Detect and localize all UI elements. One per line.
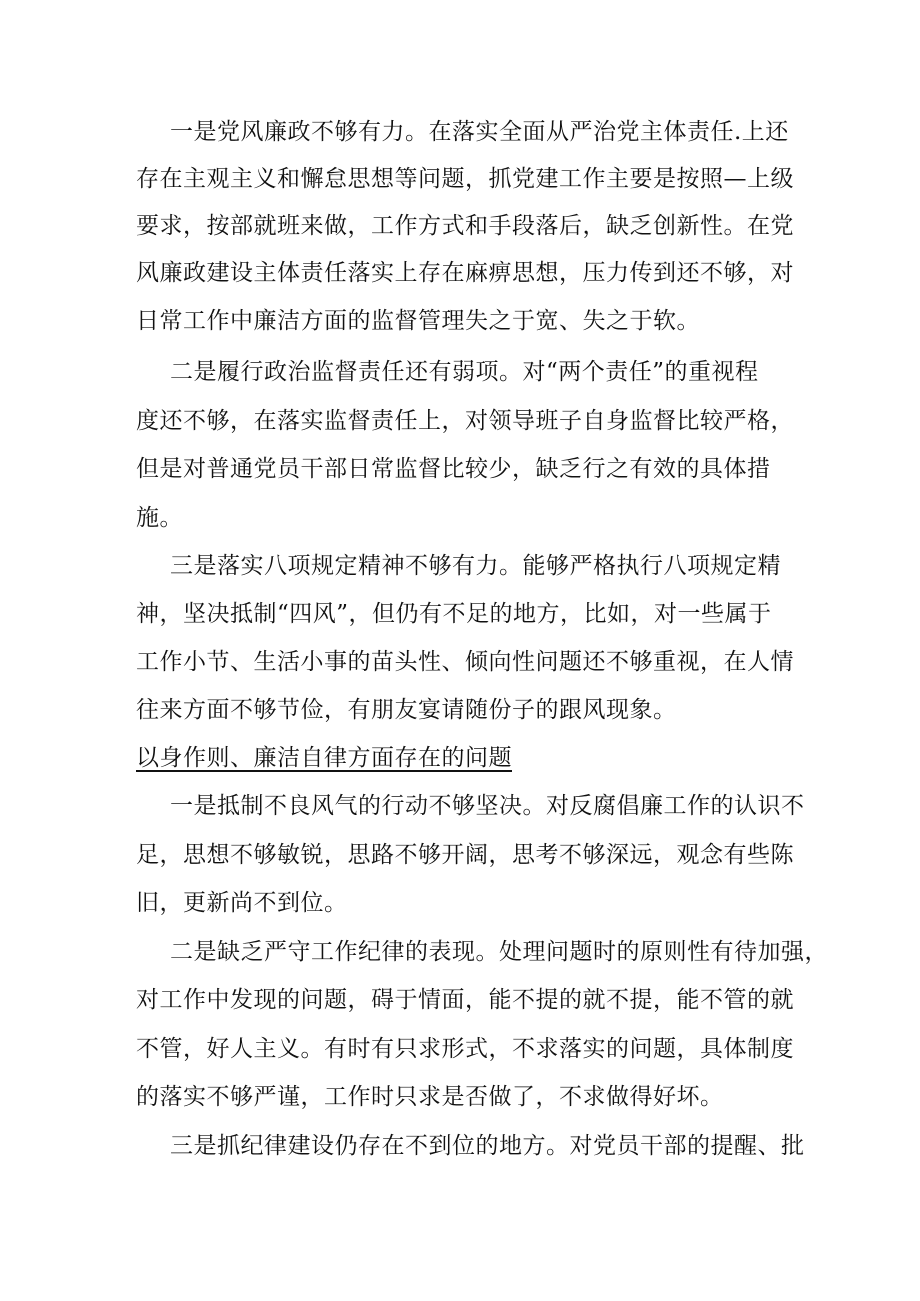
paragraph-1-line-4: 风廉政建设主体责任落实上存在麻痹思想，压力传到还不够，对 bbox=[136, 260, 794, 286]
paragraph-3-line-3: 工作小节、生活小事的苗头性、倾向性问题还不够重视，在人情 bbox=[136, 649, 794, 675]
paragraph-2-line-1: 二是履行政治监督责任还有弱项。对“两个责任”的重视程 bbox=[170, 359, 759, 385]
paragraph-1-line-2: 存在主观主义和懈怠思想等问题，抓党建工作主要是按照—上级 bbox=[136, 166, 794, 192]
paragraph-4-line-1: 一是抵制不良风气的行动不够坚决。对反腐倡廉工作的认识不 bbox=[170, 793, 805, 819]
paragraph-5-line-3: 不管，好人主义。有时有只求形式，不求落实的问题，具体制度 bbox=[136, 1036, 794, 1062]
paragraph-1-line-5: 日常工作中廉洁方面的监督管理失之于宽、失之于软。 bbox=[136, 308, 700, 334]
paragraph-3-line-4: 往来方面不够节俭，有朋友宴请随份子的跟风现象。 bbox=[136, 697, 677, 723]
paragraph-2-line-4: 施。 bbox=[136, 505, 183, 531]
paragraph-6-line-1: 三是抓纪律建设仍存在不到位的地方。对党员干部的提醒、批 bbox=[170, 1133, 805, 1159]
paragraph-1-line-1: 一是党风廉政不够有力。在落实全面从严治党主体责任.上还 bbox=[170, 119, 789, 145]
paragraph-2-line-2: 度还不够，在落实监督责任上，对领导班子自身监督比较严格， bbox=[136, 408, 794, 434]
paragraph-4-line-3: 旧，更新尚不到位。 bbox=[136, 890, 348, 916]
paragraph-5-line-1: 二是缺乏严守工作纪律的表现。处理问题时的原则性有待加强， bbox=[170, 939, 828, 965]
paragraph-5-line-4: 的落实不够严谨，工作时只求是否做了，不求做得好坏。 bbox=[136, 1084, 724, 1110]
paragraph-1-line-3: 要求，按部就班来做，工作方式和手段落后，缺乏创新性。在党 bbox=[136, 213, 794, 239]
paragraph-3-line-1: 三是落实八项规定精神不够有力。能够严格执行八项规定精 bbox=[170, 553, 781, 579]
paragraph-4-line-2: 足，思想不够敏锐，思路不够开阔，思考不够深远，观念有些陈 bbox=[136, 842, 794, 868]
paragraph-2-line-3: 但是对普通党员干部日常监督比较少，缺乏行之有效的具体措 bbox=[136, 456, 771, 482]
paragraph-5-line-2: 对工作中发现的问题，碍于情面，能不提的就不提，能不管的就 bbox=[136, 987, 794, 1013]
section-heading: 以身作则、廉洁自律方面存在的问题 bbox=[136, 745, 512, 771]
paragraph-3-line-2: 神，坚决抵制“四风”，但仍有不足的地方，比如，对一些属于 bbox=[136, 601, 772, 627]
